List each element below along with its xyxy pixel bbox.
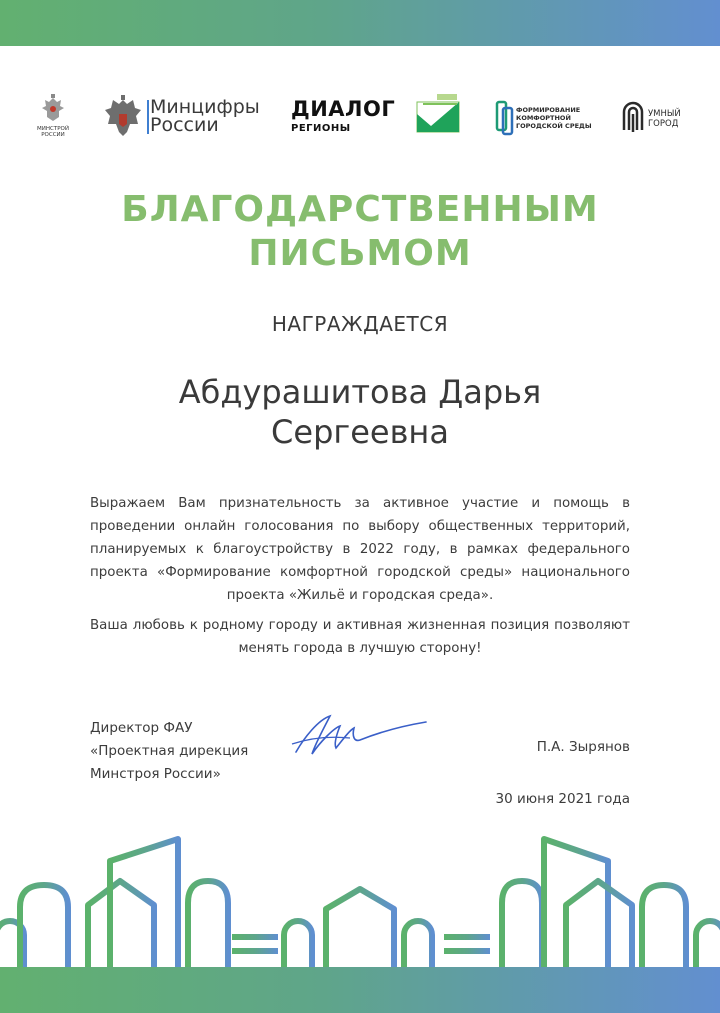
- green-check-icon: [413, 92, 463, 136]
- dialog-logo-subtitle: РЕГИОНЫ: [291, 123, 351, 134]
- signatory-title: [90, 717, 290, 786]
- signatory-title-line-2: «Проектная дирекция: [90, 743, 249, 759]
- ffgs-logo-text: ФОРМИРОВАНИЕ КОМФОРТНОЙ ГОРОДСКОЙ СРЕДЫ: [516, 106, 592, 130]
- minstroy-logo: [35, 92, 71, 142]
- recipient-name-line-1: Абдурашитова Дарья: [178, 373, 542, 411]
- top-gradient-bar: [0, 0, 720, 46]
- awarded-label: НАГРАЖДАЕТСЯ: [271, 312, 449, 336]
- handwritten-signature: [290, 708, 430, 763]
- issue-date: 30 июня 2021 года: [495, 791, 630, 807]
- emblem-icon: [35, 92, 71, 126]
- eagle-emblem-icon: [102, 94, 144, 140]
- recipient-name: [0, 372, 720, 452]
- logo-divider: [147, 100, 149, 134]
- smart-city-logo-text: УМНЫЙ ГОРОД: [648, 109, 681, 129]
- gratitude-paragraph: Выражаем Вам признательность за активное участие и помощь в проведении онлайн голосования по выбору общественных территорий, планируемых к благоустройству в 2022 году, в рамках федерального проекта «Формирование комфортной городской среды» национального проекта «Жильё и городская среда».: [90, 496, 630, 603]
- signatory-title-line-3: Минстроя России»: [90, 766, 221, 782]
- signatory-name: П.А. Зырянов: [536, 739, 630, 755]
- title-line-1: БЛАГОДАРСТВЕННЫМ: [121, 189, 599, 230]
- closing-paragraph: Ваша любовь к родному городу и активная жизненная позиция позволяют менять города в лучшую сторону!: [90, 618, 630, 656]
- ffgs-emblem-icon: [494, 98, 516, 138]
- recipient-name-line-2: Сергеевна: [271, 413, 449, 451]
- minstroy-logo-text: МИНСТРОЙ РОССИИ: [37, 126, 69, 138]
- partner-logos: [0, 92, 720, 142]
- title-line-2: ПИСЬМОМ: [248, 233, 472, 274]
- fingerprint-icon: [620, 96, 646, 136]
- mincifry-logo-text: Минцифры России: [150, 96, 260, 136]
- signatory-title-line-1: Директор ФАУ: [90, 720, 193, 736]
- mincifry-logo: [102, 92, 262, 142]
- city-skyline-illustration: [0, 825, 720, 967]
- bottom-gradient-bar: [0, 967, 720, 1013]
- smart-city-logo: [620, 92, 690, 142]
- certificate-title: [0, 188, 720, 276]
- dialog-logo-title: ДИАЛОГ: [291, 97, 396, 121]
- ffgs-logo: [494, 92, 594, 142]
- dialog-regions-logo: [291, 92, 396, 142]
- gosuslugi-vote-logo: [413, 92, 463, 142]
